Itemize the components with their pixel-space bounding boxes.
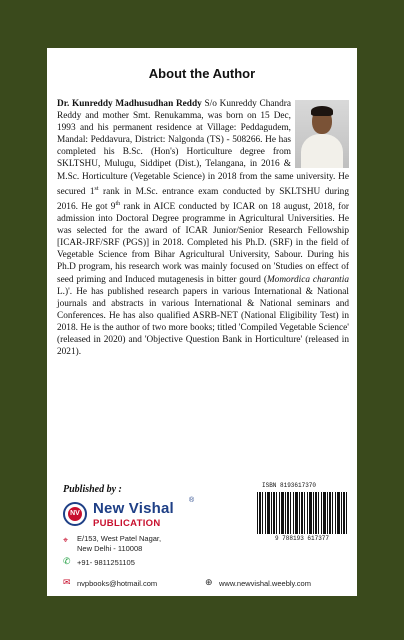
publisher-name: New Vishal [93, 500, 174, 517]
globe-icon: ⊕ [205, 578, 213, 588]
publisher-website: www.newvishal.weebly.com [219, 579, 311, 588]
photo-wrap-spacer [291, 98, 349, 170]
section-title: About the Author [148, 66, 256, 81]
published-by-label: Published by : [63, 484, 122, 495]
publisher-address [77, 534, 161, 553]
address-line-2: New Delhi - 110008 [77, 543, 143, 553]
bio-sup-2: th [115, 200, 121, 207]
publisher-logo [63, 502, 87, 526]
registered-mark: ® [189, 497, 195, 504]
bio-species: Momordica charantia [266, 274, 350, 285]
publisher-subtitle: PUBLICATION [93, 518, 161, 529]
bio-text-4: L.)'. He has published research papers in various International & National journals and abstracts in various International & National seminars and Conferences. He has also qualified ASRB-NET (National Eligibility Test) in 2018. He is the author of two more books; titled 'Compiled Vegetable Science' (released in 2020) and 'Objective Question Bank in Horticulture' (released in 2021). [57, 286, 349, 358]
publisher-email: nvpbooks@hotmail.com [77, 579, 158, 588]
author-bio [57, 98, 349, 358]
isbn-barcode [257, 492, 347, 534]
logo-mark: NV [68, 507, 82, 521]
content-panel [47, 48, 357, 596]
location-pin-icon: ⌖ [63, 536, 69, 546]
publisher-phone: +91- 9811251105 [77, 558, 135, 567]
bio-sup-1: st [94, 185, 99, 192]
whatsapp-icon: ✆ [63, 557, 71, 567]
bio-text-3: rank in AICE conducted by ICAR on 18 august, 2018, for admission into Doctoral Degree programme in Agricultural Universities. He was selected for the award of ICAR Junior/Senior Research Fellowship [ICAR-JRF/SRF (PGS)] in 2018. Completed his Ph.D. (SRF) in the field of Vegetable Science from Bihar Agricultural University, Sabour. During his Ph.D program, his research work was mainly focused on 'Studies on effect of seed priming and Induced mutagenesis in bitter gourd ( [57, 201, 350, 285]
author-name: Dr. Kunreddy Madhusudhan Reddy [57, 99, 202, 109]
email-icon: ✉ [63, 578, 71, 588]
isbn-label: ISBN 8193617370 [262, 482, 317, 489]
bio-text-2: rank in M.Sc. entrance exam conducted by SKLTSHU during 2016. He got 9 [57, 186, 349, 212]
bio-text-1: S/o Kunreddy Chandra Reddy and mother Smt. Renukamma, was born on 15 Dec, 1993 and his permanent residence at Village: Peddagudem, Mandal: Peddavura, District: Nalgonda (TS) - 508266. He has completed his B.Sc. (Hon's) Horticulture degree from SKLTSHU, Mulugu, Siddipet (Dist.), Telangana, in 2016 & M.Sc. Horticulture (Vegetable Science) in 2018 from the same university. He secured 1 [57, 99, 349, 197]
isbn-digits: 9 788193 617377 [274, 535, 329, 542]
address-line-1: E/153, West Patel Nagar, [77, 534, 162, 543]
